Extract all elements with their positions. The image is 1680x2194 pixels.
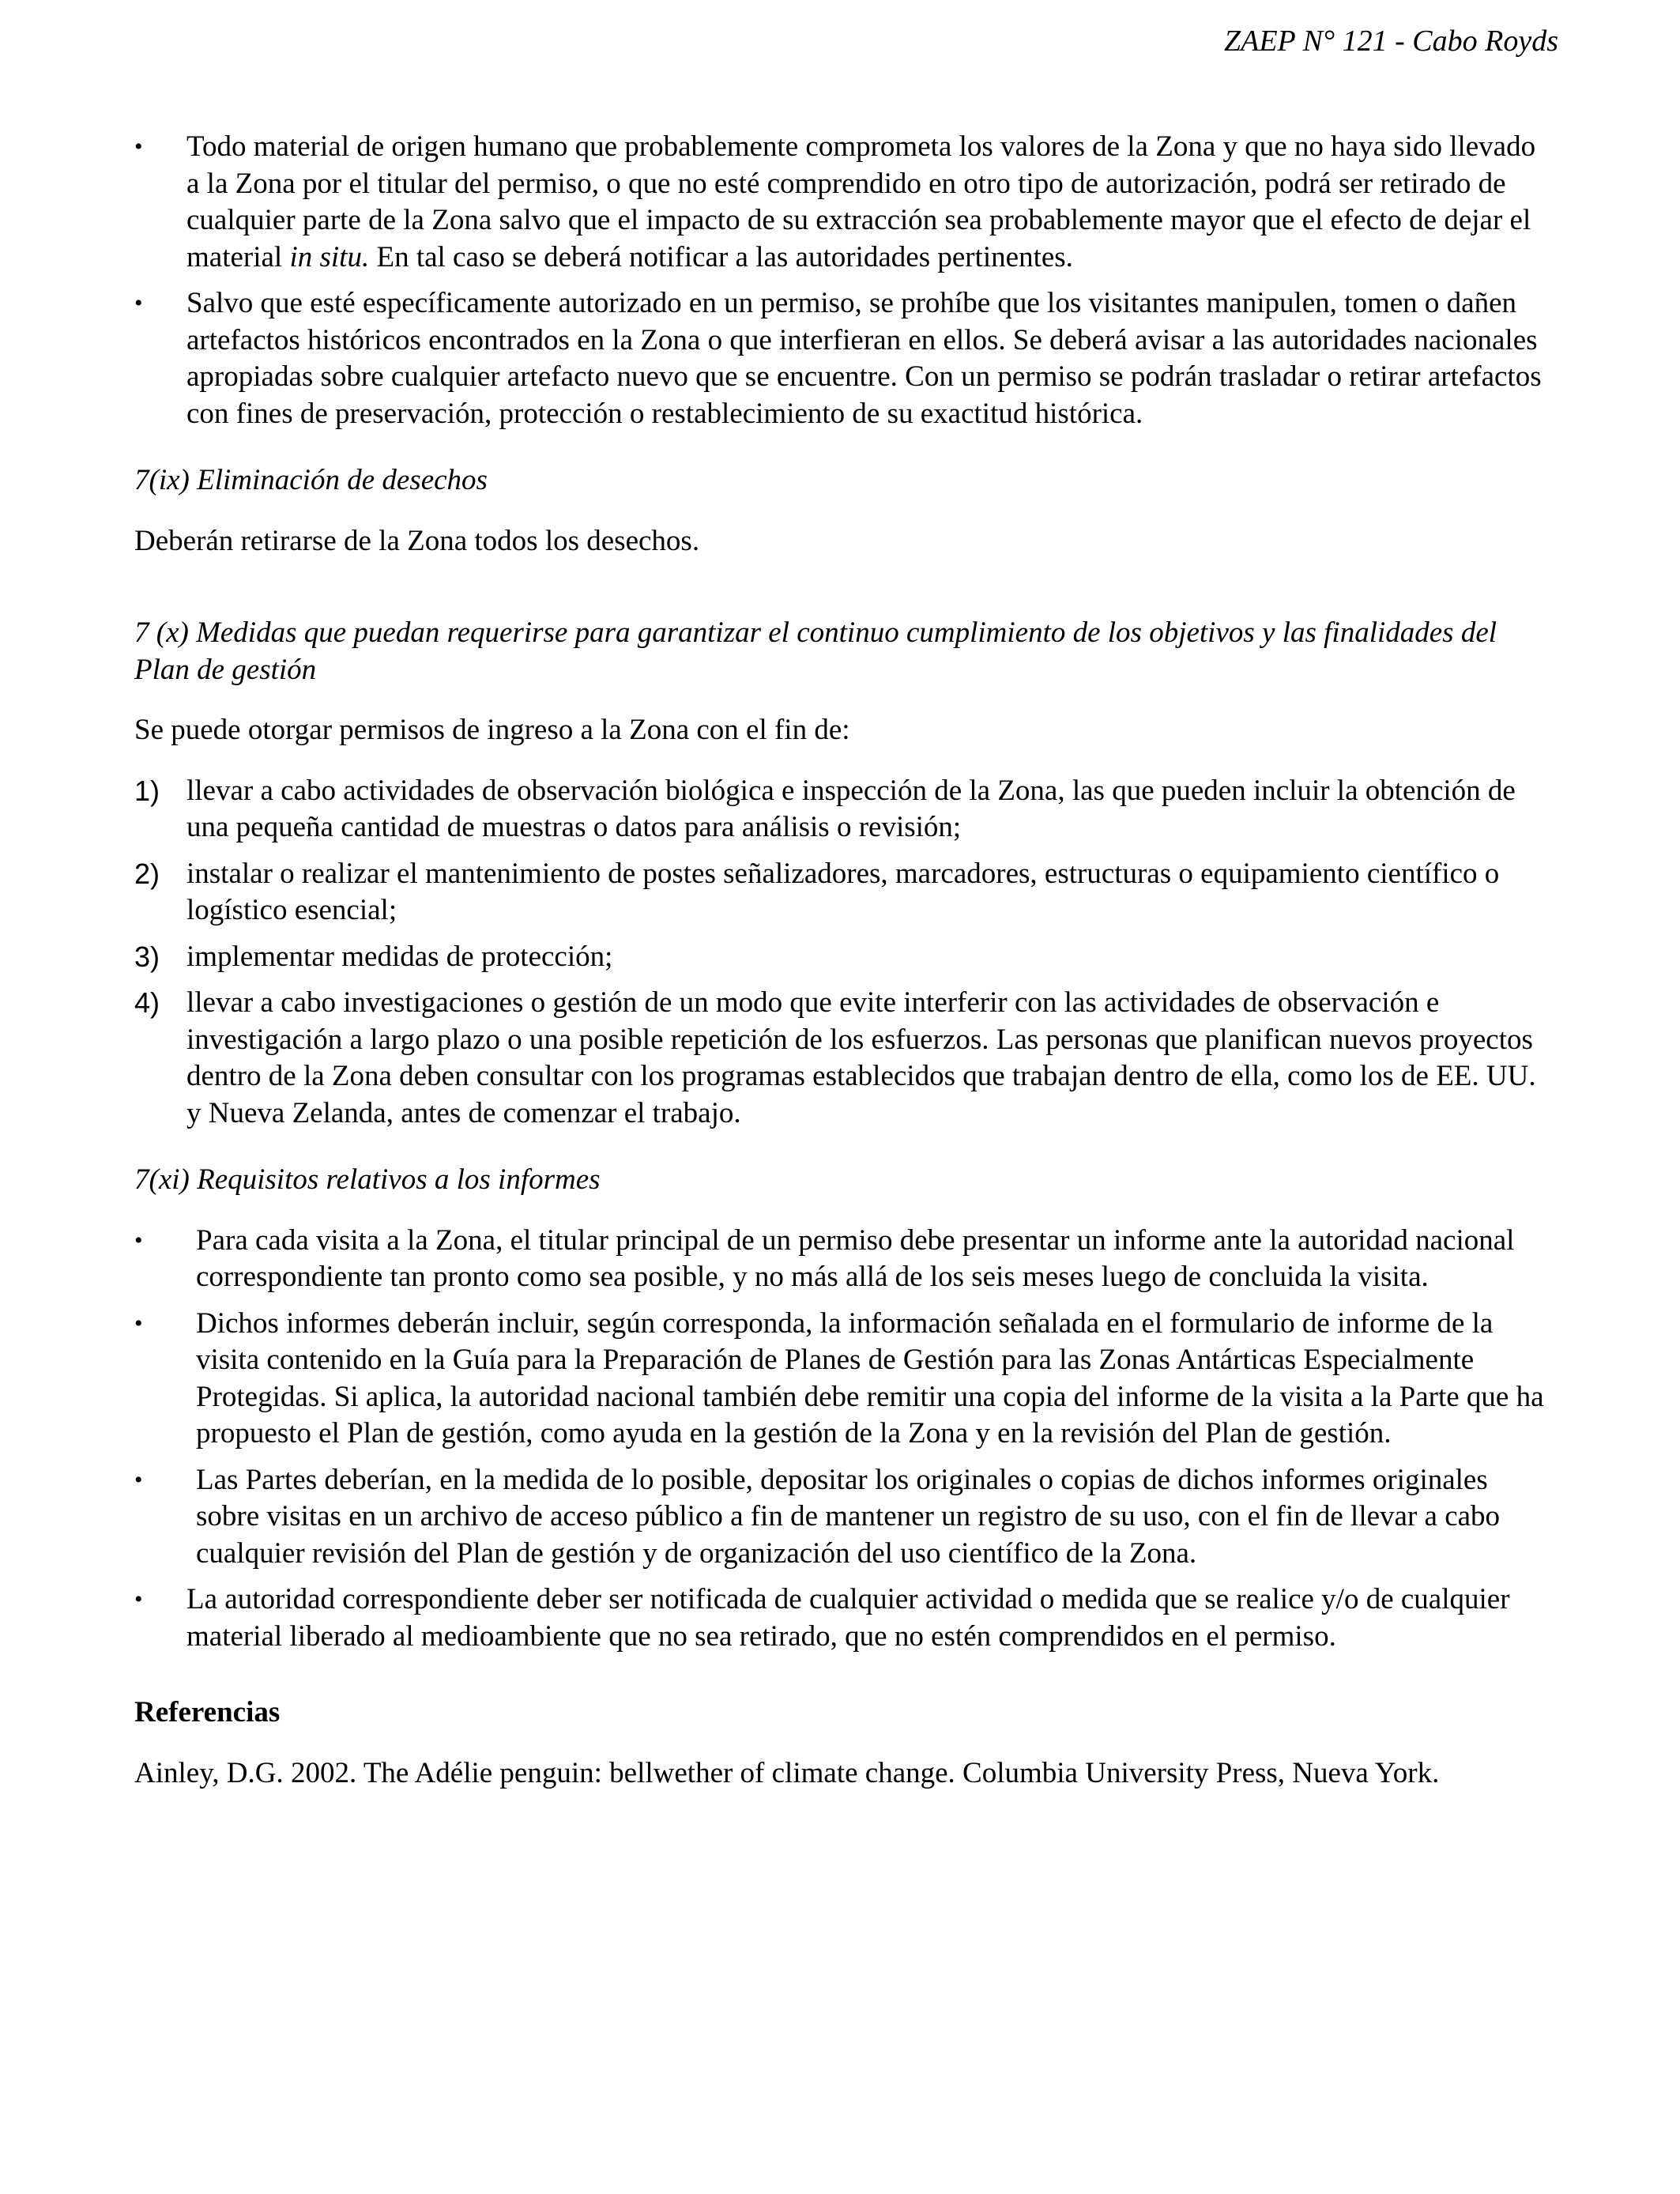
bullet-icon: • bbox=[134, 1227, 143, 1253]
list-item bbox=[134, 773, 1552, 846]
list-number: 4) bbox=[134, 986, 160, 1019]
list-item-text: llevar a cabo investigaciones o gestión de un modo que evite interferir con las actividades de observación e investigación a largo plazo o una posible repetición de los esfuerzos. Las personas que planifican nuevos proyectos dentro de la Zona deben consultar con los programas establecidos que trabajan dentro de ella, como los de EE. UU. y Nueva Zelanda, antes de comenzar el trabajo. bbox=[186, 986, 1536, 1129]
list-item bbox=[134, 129, 1552, 276]
list-number: 3) bbox=[134, 940, 160, 973]
running-header: ZAEP N° 121 - Cabo Royds bbox=[1224, 25, 1558, 58]
bullet-text: Para cada visita a la Zona, el titular principal de un permiso debe presentar un informe ante la autoridad nacional correspondiente tan pronto como sea posible, y no más allá de los seis meses luego de concluida la visita. bbox=[196, 1223, 1515, 1293]
list-number: 2) bbox=[134, 857, 160, 890]
list-item bbox=[134, 985, 1552, 1132]
bullet-icon: • bbox=[134, 1310, 143, 1336]
intro-bullet-list bbox=[134, 129, 1552, 432]
list-item bbox=[134, 856, 1552, 929]
bullet-icon: • bbox=[134, 1586, 143, 1612]
bullet-icon: • bbox=[134, 1466, 143, 1493]
references-heading: Referencias bbox=[134, 1696, 281, 1728]
section-ix-body: Deberán retirarse de la Zona todos los desechos. bbox=[134, 524, 700, 557]
section-heading-ix: 7(ix) Eliminación de desechos bbox=[134, 464, 488, 496]
list-item bbox=[134, 1581, 1552, 1655]
bullet-text-after: En tal caso se deberá notificar a las autoridades pertinentes. bbox=[369, 240, 1073, 273]
list-item-text: instalar o realizar el mantenimiento de postes señalizadores, marcadores, estructuras o equipamiento científico o logístico esencial; bbox=[186, 857, 1500, 926]
bullet-text: Las Partes deberían, en la medida de lo posible, depositar los originales o copias de dichos informes originales sobre visitas en un archivo de acceso público a fin de mantener un registro de su uso, con el fin de llevar a cabo cualquier revisión del Plan de gestión y de organización del uso científico de la Zona. bbox=[196, 1463, 1501, 1570]
bullet-text: Dichos informes deberán incluir, según corresponda, la información señalada en el formulario de informe de la visita contenido en la Guía para la Preparación de Planes de Gestión para las Zonas Antárticas Especialmente Protegidas. Si aplica, la autoridad nacional también debe remitir una copia del informe de la visita a la Parte que ha propuesto el Plan de gestión, como ayuda en la gestión de la Zona y en la revisión del Plan de gestión. bbox=[196, 1306, 1544, 1449]
bullet-text-before: Todo material de origen humano que probablemente comprometa los valores de la Zona y que no haya sido llevado a la Zona por el titular del permiso, o que no esté comprendido en otro tipo de autorización, podrá ser retirado de cualquier parte de la Zona salvo que el impacto de su extracción sea probablemente mayor que el efecto de dejar el material bbox=[186, 130, 1536, 273]
page-content bbox=[134, 129, 1552, 1792]
section-xi-final-bullet-list bbox=[134, 1581, 1552, 1655]
list-item bbox=[134, 1462, 1552, 1573]
bullet-text: La autoridad correspondiente deber ser notificada de cualquier actividad o medida que se realice y/o de cualquier material liberado al medioambiente que no sea retirado, que no estén comprendidos en el permiso. bbox=[186, 1583, 1510, 1653]
bullet-text: Salvo que esté específicamente autorizado en un permiso, se prohíbe que los visitantes manipulen, tomen o dañen artefactos históricos encontrados en la Zona o que interfieran en ellos. Se deberá avisar a las autoridades nacionales apropiadas sobre cualquier artefacto nuevo que se encuentre. Con un permiso se podrán trasladar o retirar artefactos con fines de preservación, protección o restablecimiento de su exactitud histórica. bbox=[186, 287, 1542, 430]
section-heading-x: 7 (x) Medidas que puedan requerirse para garantizar el continuo cumplimiento de los objetivos y las finalidades del Plan de gestión bbox=[134, 616, 1497, 686]
list-item bbox=[134, 1223, 1552, 1296]
list-item bbox=[134, 1306, 1552, 1453]
list-number: 1) bbox=[134, 774, 160, 807]
section-x-intro: Se puede otorgar permisos de ingreso a la Zona con el fin de: bbox=[134, 714, 850, 746]
list-item bbox=[134, 939, 1552, 976]
section-xi-bullet-list bbox=[134, 1223, 1552, 1573]
section-x-numbered-list bbox=[134, 773, 1552, 1133]
bullet-icon: • bbox=[134, 134, 143, 160]
list-item-text: implementar medidas de protección; bbox=[186, 940, 613, 973]
bullet-icon: • bbox=[134, 290, 143, 316]
list-item bbox=[134, 285, 1552, 432]
list-item-text: llevar a cabo actividades de observación biológica e inspección de la Zona, las que pueden incluir la obtención de una pequeña cantidad de muestras o datos para análisis o revisión; bbox=[186, 774, 1516, 843]
section-heading-xi: 7(xi) Requisitos relativos a los informes bbox=[134, 1163, 601, 1196]
reference-entry: Ainley, D.G. 2002. The Adélie penguin: bellwether of climate change. Columbia University Press, Nueva York. bbox=[134, 1756, 1440, 1789]
bullet-text-emphasis: in situ. bbox=[289, 240, 370, 273]
